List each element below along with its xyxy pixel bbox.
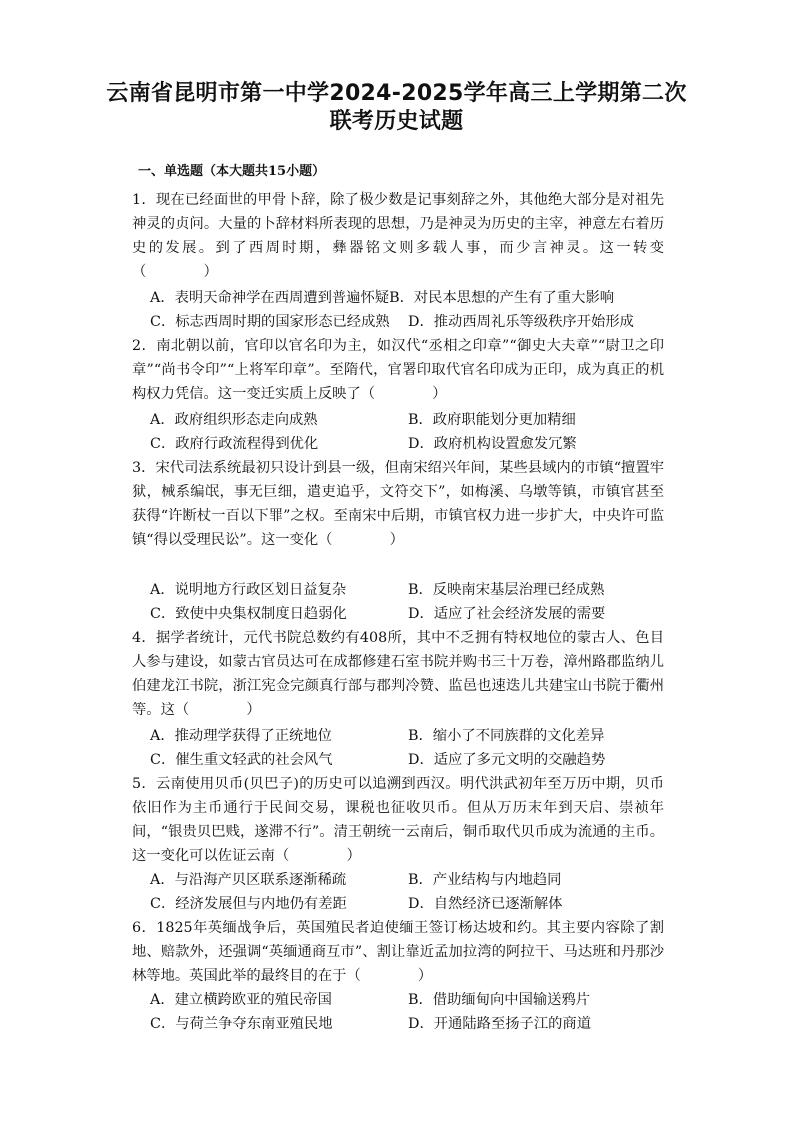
- question-3: [132, 456, 664, 552]
- question-6-stem: 6．1825年英缅战争后，英国殖民者迫使缅王签订杨达坡和约。其主要内容除了割地、赔款外，还强调“英缅通商互市”、割让靠近孟加拉湾的阿拉干、马达班和丹那沙林等地。英国此举的最终目的在于（ ）: [132, 920, 664, 984]
- question-6-option-d[interactable]: D．开通陆路至扬子江的商道: [408, 1016, 592, 1032]
- question-4-option-c[interactable]: C．催生重文轻武的社会风气: [150, 752, 333, 768]
- question-5-option-a[interactable]: A．与沿海产贝区联系逐渐稀疏: [150, 872, 347, 888]
- question-2-option-b[interactable]: B．政府职能划分更加精细: [408, 412, 576, 428]
- question-5-stem: 5．云南使用贝币(贝巴子)的历史可以追溯到西汉。明代洪武初年至万历中期，贝币依旧作为主币通行于民间交易，课税也征收贝币。但从万历末年到天启、崇祯年间，“银贵贝巴贱，遂滞不行”。清王朝统一云南后，铜币取代贝币成为流通的主币。这一变化可以佐证云南（ ）: [132, 776, 664, 864]
- question-1-stem: 1．现在已经面世的甲骨卜辞，除了极少数是记事刻辞之外，其他绝大部分是对祖先神灵的贞问。大量的卜辞材料所表现的思想，乃是神灵为历史的主宰，神意左右着历史的发展。到了西周时期，彝器铭文则多载人事，而少言神灵。这一转变（ ）: [132, 192, 664, 280]
- question-3-stem: 3．宋代司法系统最初只设计到县一级，但南宋绍兴年间，某些县域内的市镇“擅置牢狱，械系编氓，事无巨细，遣吏追乎，文符交下”，如梅溪、乌墩等镇，市镇官甚至获得“许断杖一百以下罪”之权。至南宋中后期，市镇官权力进一步扩大，中央许可监镇“得以受理民讼”。这一变化（ ）: [132, 460, 664, 548]
- question-5: [132, 772, 664, 868]
- question-5-option-d[interactable]: D．自然经济已逐渐解体: [408, 896, 563, 912]
- question-2-options: [150, 408, 670, 456]
- question-4-option-d[interactable]: D．适应了多元文明的交融趋势: [408, 752, 606, 768]
- question-5-options: [150, 868, 670, 916]
- exam-title-line2: 联考历史试题: [329, 109, 464, 134]
- question-6-option-b[interactable]: B．借助缅甸向中国输送鸦片: [408, 992, 591, 1008]
- question-6-options: [150, 988, 670, 1036]
- question-3-option-b[interactable]: B．反映南宋基层治理已经成熟: [408, 582, 605, 598]
- question-6-option-a[interactable]: A．建立横跨欧亚的殖民帝国: [150, 992, 332, 1008]
- question-2-option-a[interactable]: A．政府组织形态走向成熟: [150, 412, 318, 428]
- section-heading: 一、单选题（本大题共15小题）: [138, 164, 326, 179]
- question-2: [132, 334, 664, 406]
- question-3-option-d[interactable]: D．适应了社会经济发展的需要: [408, 606, 606, 622]
- question-6-option-c[interactable]: C．与荷兰争夺东南亚殖民地: [150, 1016, 333, 1032]
- question-4: [132, 626, 664, 722]
- question-2-stem: 2．南北朝以前，官印以官名印为主，如汉代“丞相之印章”“御史大夫章”“尉卫之印章”“尚书令印”“上将军印章”。至隋代，官署印取代官名印成为正印，成为真正的机构权力凭信。这一变迁实质上反映了（ ）: [132, 338, 664, 402]
- question-1-option-c[interactable]: C．标志西周时期的国家形态已经成熟: [150, 314, 390, 330]
- question-3-option-a[interactable]: A．说明地方行政区划日益复杂: [150, 582, 347, 598]
- question-5-option-c[interactable]: C．经济发展但与内地仍有差距: [150, 896, 347, 912]
- question-1-option-d[interactable]: D．推动西周礼乐等级秩序开始形成: [408, 314, 634, 330]
- question-2-option-c[interactable]: C．政府行政流程得到优化: [150, 436, 319, 452]
- question-4-options: [150, 724, 670, 772]
- question-6: [132, 916, 664, 988]
- question-4-option-a[interactable]: A．推动理学获得了正统地位: [150, 728, 332, 744]
- question-1: [132, 188, 664, 284]
- question-4-stem: 4．据学者统计，元代书院总数约有408所，其中不乏拥有特权地位的蒙古人、色目人参与建设，如蒙古官员达可在成都修建石室书院并购书三十万卷，漳州路郡监纳儿伯建龙江书院，浙江宪佥完颜真行部与郡判冷赞、监邑也速迭儿共建宝山书院于衢州等。这（ ）: [132, 630, 664, 718]
- question-5-option-b[interactable]: B．产业结构与内地趋同: [408, 872, 562, 888]
- exam-title-line1: 云南省昆明市第一中学2024-2025学年高三上学期第二次: [106, 81, 687, 106]
- question-3-option-c[interactable]: C．致使中央集权制度日趋弱化: [150, 606, 347, 622]
- question-4-option-b[interactable]: B．缩小了不同族群的文化差异: [408, 728, 605, 744]
- question-1-option-b[interactable]: B．对民本思想的产生有了重大影响: [389, 290, 615, 306]
- question-3-options: [150, 578, 670, 626]
- question-1-options: [150, 286, 670, 334]
- question-2-option-d[interactable]: D．政府机构设置愈发冗繁: [408, 436, 577, 452]
- question-1-option-a[interactable]: A．表明天命神学在西周遭到普遍怀疑: [150, 290, 390, 306]
